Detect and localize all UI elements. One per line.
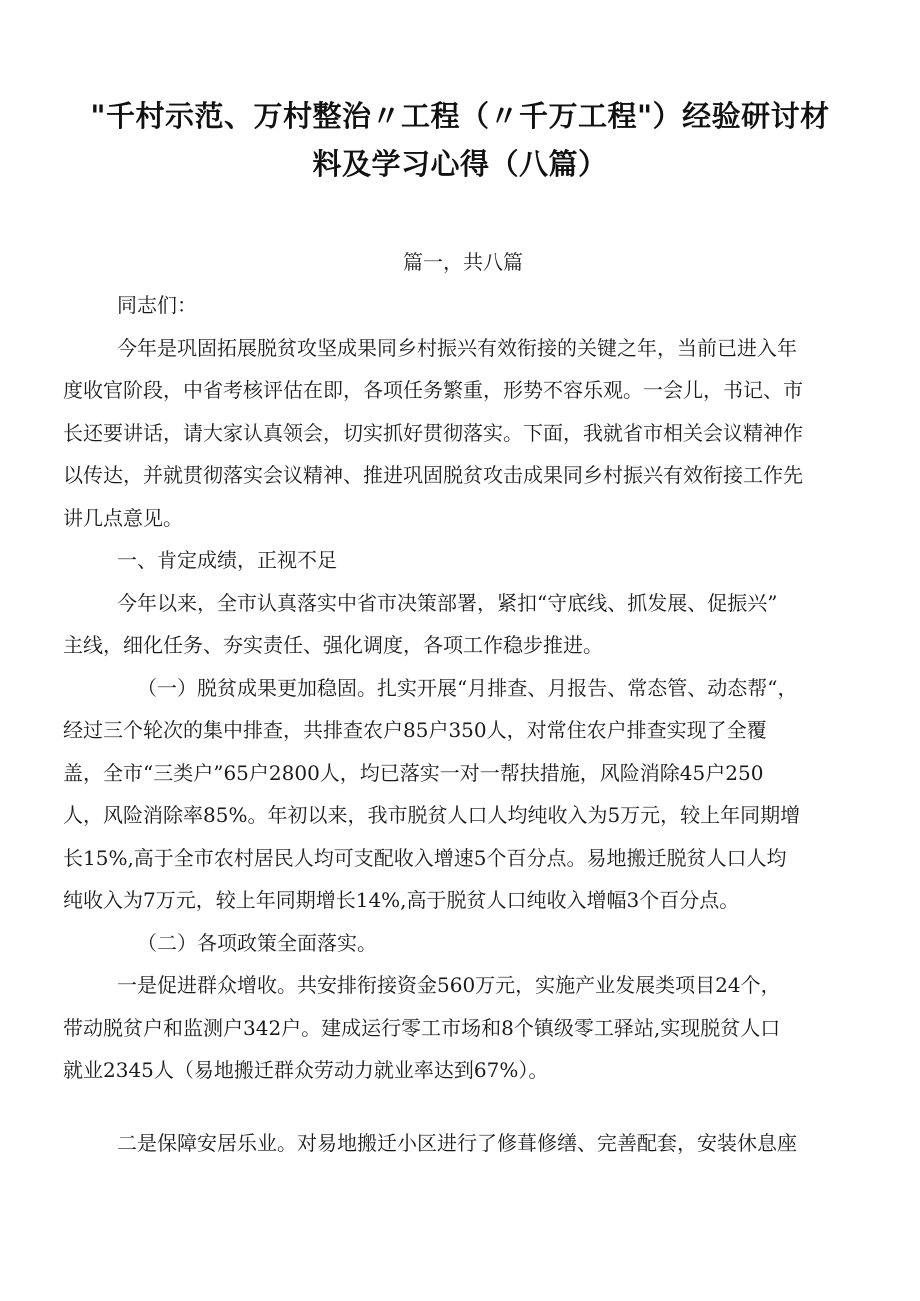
text-line: 经过三个轮次的集中排查，共排查农户85户350人，对常住农户排查实现了全覆: [63, 718, 767, 742]
paragraph-poverty-results: [63, 667, 863, 922]
text-line: 人，风险消除率85%。年初以来，我市脱贫人口人均纯收入为5万元，较上年同期增: [63, 803, 801, 827]
document-body: [63, 240, 863, 1164]
text-line: （一）脱贫成果更加稳固。扎实开展“月排查、月报告、常态管、动态帮“，: [137, 675, 798, 700]
text-line: 度收官阶段，中省考核评估在即，各项任务繁重，形势不容乐观。一会儿，书记、市: [63, 378, 803, 402]
paragraph-intro: [63, 327, 863, 540]
paragraph-gap: [63, 1092, 863, 1122]
document-title: [60, 92, 860, 188]
text-line: 纯收入为7万元，较上年同期增长14%,高于脱贫人口纯收入增幅3个百分点。: [63, 888, 740, 912]
salutation: 同志们：: [117, 293, 197, 317]
text-line: 带动脱贫户和监测户342户。建成运行零工市场和8个镇级零工驿站,实现脱贫人口: [63, 1015, 781, 1040]
text-line: 一是促进群众增收。共安排衔接资金560万元，实施产业发展类项目24个，: [117, 973, 781, 997]
text-line: （二）各项政策全面落实。: [137, 930, 377, 955]
section-heading: 篇一，共八篇: [403, 250, 523, 274]
text-line: 讲几点意见。: [63, 505, 183, 530]
title-line-2: 料及学习心得（八篇）: [312, 147, 608, 181]
text-line: 盖，全市“三类户”65户2800人，均已落实一对一帮扶措施，风险消除45户250: [63, 760, 764, 785]
text-line: 长还要讲话，请大家认真领会，切实抓好贯彻落实。下面，我就省市相关会议精神作: [63, 420, 803, 445]
text-line: 二是保障安居乐业。对易地搬迁小区进行了修葺修缮、完善配套，安装休息座: [117, 1130, 797, 1155]
text-line: 主线，细化任务、夯实责任、强化调度，各项工作稳步推进。: [63, 633, 603, 657]
text-line: 一、肯定成绩，正视不足: [117, 548, 337, 572]
text-line: 以传达，并就贯彻落实会议精神、推进巩固脱贫攻击成果同乡村振兴有效衔接工作先: [63, 463, 803, 487]
text-line: 长15%,高于全市农村居民人均可支配收入增速5个百分点。易地搬迁脱贫人口人均: [63, 845, 787, 870]
heading-achievements: [63, 539, 863, 582]
paragraph-income: [63, 964, 863, 1092]
text-line: 就业2345人（易地搬迁群众劳动力就业率达到67%）。: [63, 1058, 549, 1082]
paragraph-housing: [63, 1122, 863, 1165]
paragraph-overview: [63, 582, 863, 667]
title-line-1: "千村示范、万村整治〃工程（〃千万工程"）经验研讨材: [90, 99, 830, 133]
text-line: 今年是巩固拓展脱贫攻坚成果同乡村振兴有效衔接的关键之年，当前已进入年: [117, 335, 797, 360]
heading-policies: [63, 922, 863, 965]
text-line: 今年以来，全市认真落实中省市决策部署，紧扣“守底线、抓发展、促振兴”: [117, 590, 778, 615]
